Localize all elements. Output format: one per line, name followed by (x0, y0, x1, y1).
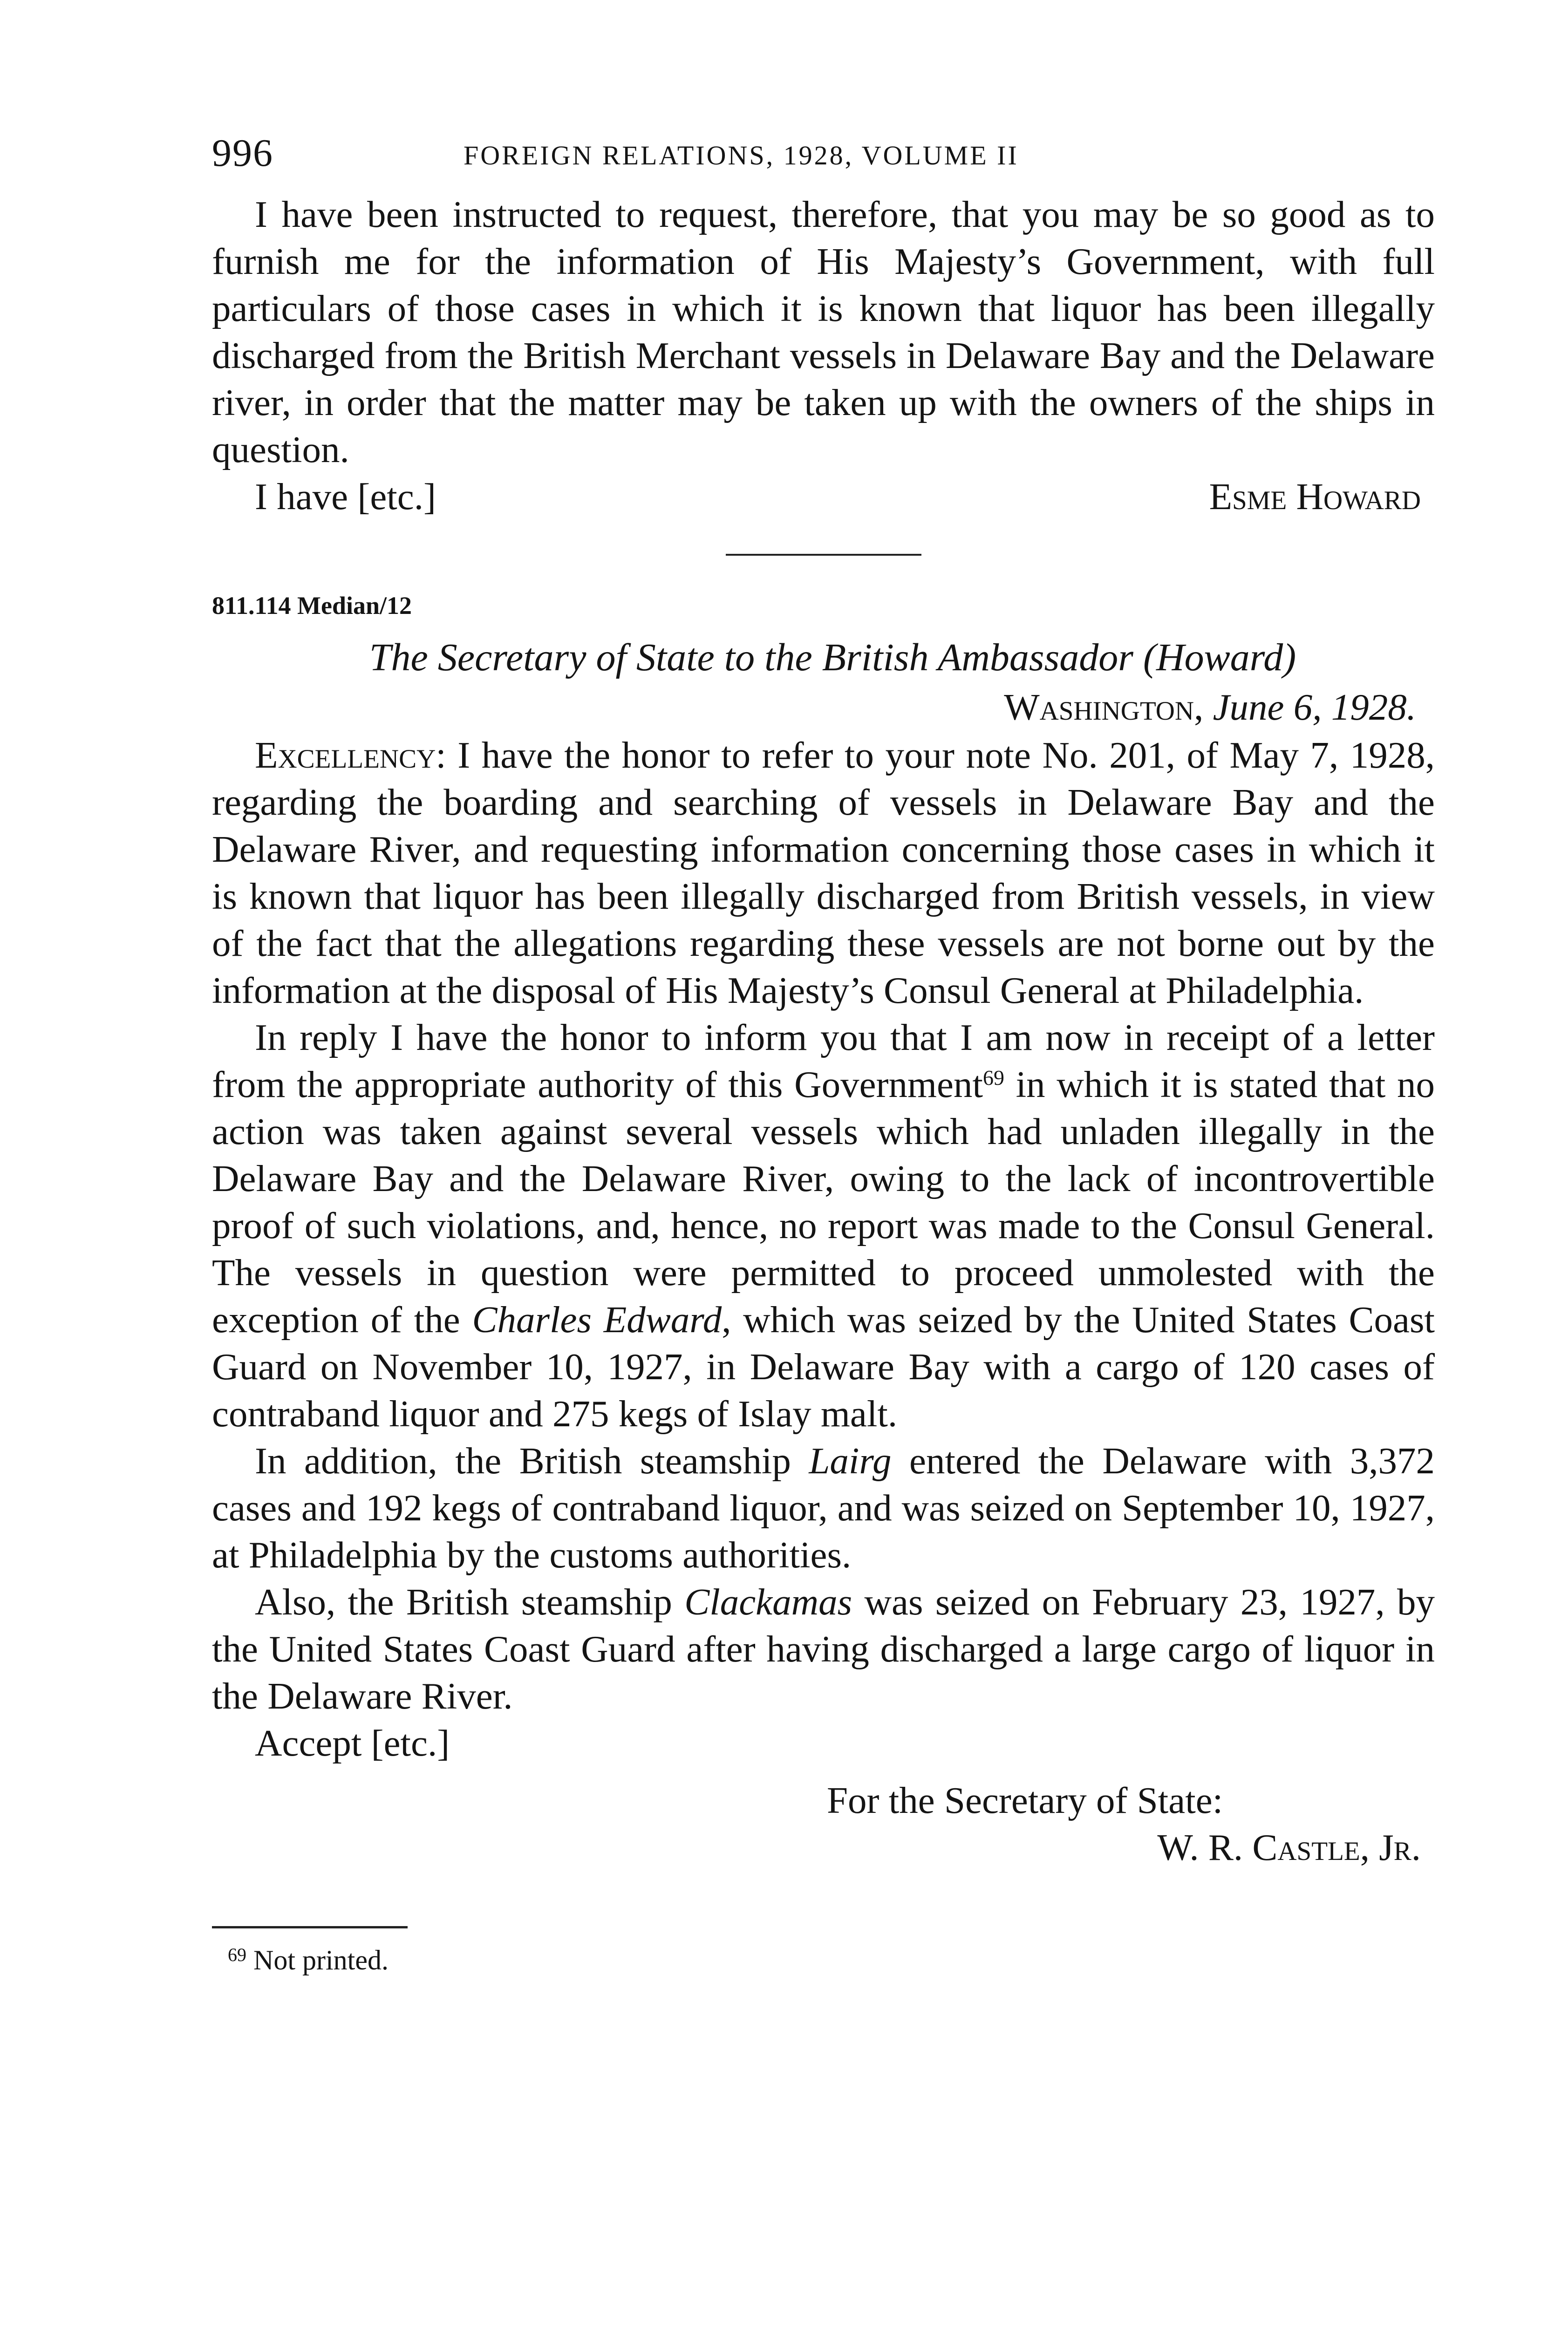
paragraph-4-text-b: was seized on February 23, 1927, by the United States Coast Guard after having discharged a large cargo of liquor in the Delaware River. (212, 1581, 1435, 1717)
ship-name-charles-edward: Charles Edward (472, 1299, 722, 1341)
paragraph-4 (212, 1579, 1435, 1720)
signature-line-2: W. R. Castle, Jr. (1157, 1826, 1421, 1868)
letter1-paragraph: I have been instructed to request, therefore, that you may be so good as to furnish me for the information of His Majesty’s Government, with full particulars of those cases in which it is known that liquor has been illegally discharged from the British Merchant vessels in Delaware Bay and the Delaware river, in order that the matter may be taken up with the owners of the ships in question. (212, 193, 1435, 470)
dateline (212, 682, 1435, 732)
section-divider (726, 554, 921, 556)
running-header (212, 130, 1435, 191)
dateline-date: June 6, 1928. (1213, 686, 1416, 728)
signature-block (212, 1777, 1435, 1871)
ship-name-lairg: Lairg (809, 1440, 892, 1482)
footnote-reference: 69 (983, 1066, 1004, 1090)
paragraph-1 (212, 732, 1435, 1014)
paragraph-3-text-a: In addition, the British steamship (255, 1440, 809, 1482)
footnote-text: Not printed. (253, 1945, 389, 1975)
paragraph-2-text-b: in which it is stated that no action was taken against several vessels which had unladen illegally in the Delaware Bay and the Delaware River, owing to the lack of incontrovertible proof of such violations, and, hence, no report was made to the Consul General. The vessels in question were permitted to proceed unmolested with the exception of the (212, 1063, 1435, 1341)
document-page (212, 130, 1435, 1978)
dateline-place: Washington, (1004, 686, 1204, 728)
footnote (212, 1942, 1435, 1978)
salutation: Excellency: (255, 734, 446, 776)
paragraph-2-text-a: In reply I have the honor to inform you that I am now in receipt of a letter from the appropriate authority of this Government (212, 1016, 1435, 1105)
signature-line-1: For the Secretary of State: (827, 1779, 1223, 1821)
ship-name-clackamas: Clackamas (684, 1581, 852, 1623)
letter1-closing: I have [etc.] (255, 476, 436, 518)
page-number: 996 (212, 131, 273, 175)
paragraph-3-text-b: entered the Delaware with 3,372 cases and 192 kegs of contraband liquor, and was seized on September 10, 1927, at Philadelphia by the customs authorities. (212, 1440, 1435, 1576)
footnote-marker: 69 (228, 1944, 246, 1965)
closing: Accept [etc.] (255, 1722, 450, 1764)
document-heading: The Secretary of State to the British Ambassador (Howard) (369, 636, 1296, 679)
footnote-rule (212, 1926, 408, 1928)
file-number: 811.114 Median/12 (212, 592, 412, 620)
paragraph-4-text-a: Also, the British steamship (255, 1581, 685, 1623)
paragraph-1-text: I have the honor to refer to your note No. 201, of May 7, 1928, regarding the boarding and searching of vessels in Delaware Bay and the Delaware River, and requesting information concerning those cases in which it is known that liquor has been illegally discharged from British vessels, in view of the fact that the allegations regarding these vessels are not borne out by the information at the disposal of His Majesty’s Consul General at Philadelphia. (212, 734, 1435, 1011)
paragraph-2-text-c: , which was seized by the United States Coast Guard on November 10, 1927, in Delaware Bay with a cargo of 120 cases of contraband liquor and 275 kegs of Islay malt. (212, 1299, 1435, 1435)
running-title: FOREIGN RELATIONS, 1928, VOLUME II (464, 140, 1019, 170)
letter1-signature: Esme Howard (1209, 476, 1421, 518)
letter1-closing-row (212, 473, 1435, 520)
paragraph-2 (212, 1014, 1435, 1437)
paragraph-3 (212, 1437, 1435, 1579)
